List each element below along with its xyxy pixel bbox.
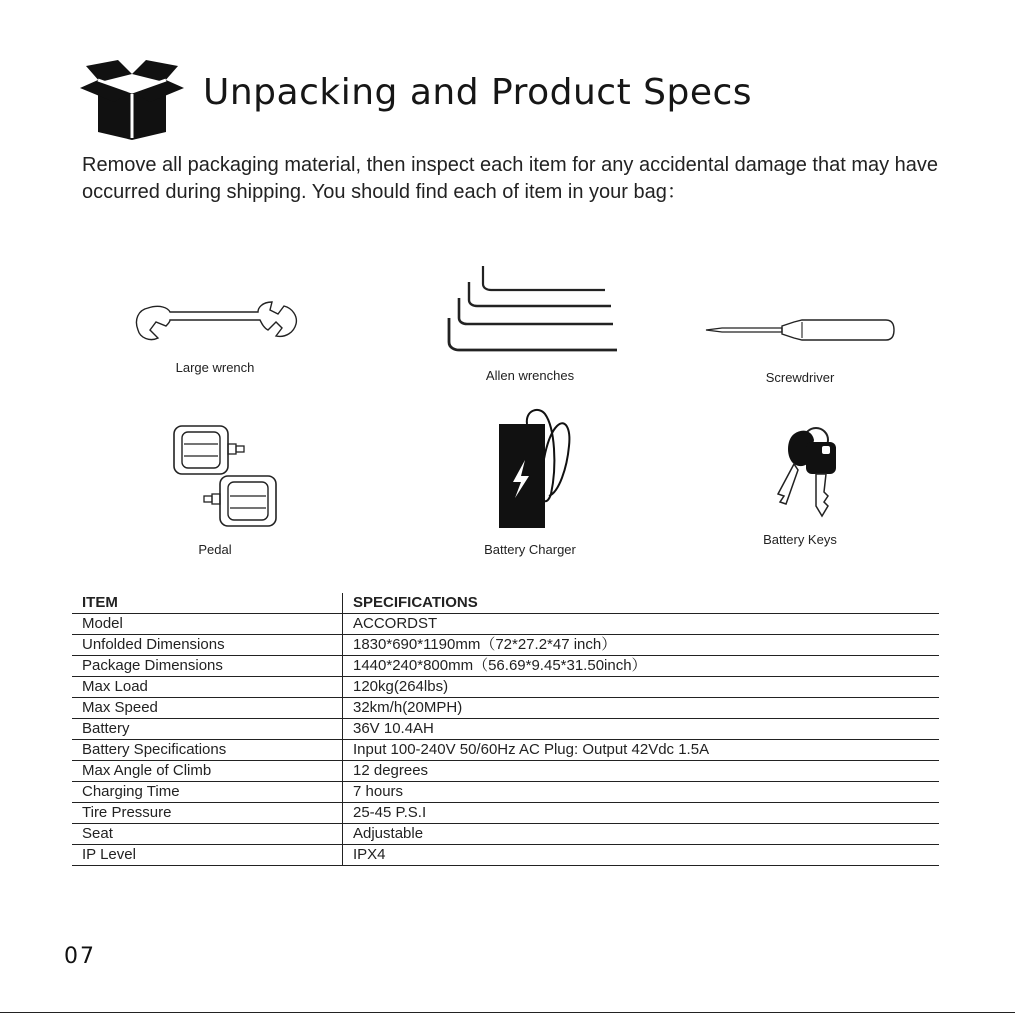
table-row <box>72 677 939 698</box>
spec-value-cell: Input 100-240V 50/60Hz AC Plug: Output 42Vdc 1.5A <box>343 740 940 761</box>
charger-icon <box>485 406 575 530</box>
intro-text: Remove all packaging material, then inspect each item for any accidental damage that may have occurred during shipping. You should find each of item in your bag： <box>82 154 939 203</box>
spec-item-cell: IP Level <box>72 845 343 866</box>
item-allen-wrenches <box>430 262 630 383</box>
spec-item-cell: Charging Time <box>72 782 343 803</box>
table-row <box>72 698 939 719</box>
spec-value-cell: 36V 10.4AH <box>343 719 940 740</box>
footer-divider <box>0 1012 1015 1013</box>
item-label: Screwdriver <box>765 370 835 385</box>
page-title: Unpacking and Product Specs <box>203 72 753 113</box>
item-label: Pedal <box>198 542 232 557</box>
item-battery-charger <box>460 406 600 557</box>
screwdriver-icon <box>702 308 898 352</box>
spec-item-cell: Max Load <box>72 677 343 698</box>
spec-value-cell: 25-45 P.S.I <box>343 803 940 824</box>
keys-icon <box>750 420 850 520</box>
spec-value-cell: 1440*240*800mm（56.69*9.45*31.50inch） <box>343 656 940 677</box>
spec-value-cell: 1830*690*1190mm（72*27.2*47 inch） <box>343 635 940 656</box>
spec-value-cell: 32km/h(20MPH) <box>343 698 940 719</box>
item-label: Allen wrenches <box>485 368 575 383</box>
item-battery-keys <box>730 420 870 547</box>
spec-table-body <box>72 614 939 866</box>
spec-item-cell: Model <box>72 614 343 635</box>
pedal-icon <box>150 424 280 528</box>
column-header-item: ITEM <box>72 593 343 614</box>
wrench-icon <box>130 296 300 356</box>
item-screwdriver <box>700 308 900 385</box>
table-row <box>72 656 939 677</box>
item-large-wrench <box>120 296 310 375</box>
spec-value-cell: 120kg(264lbs) <box>343 677 940 698</box>
spec-item-cell: Battery Specifications <box>72 740 343 761</box>
spec-item-cell: Max Angle of Climb <box>72 761 343 782</box>
table-row <box>72 635 939 656</box>
spec-item-cell: Max Speed <box>72 698 343 719</box>
spec-item-cell: Unfolded Dimensions <box>72 635 343 656</box>
header <box>78 58 186 142</box>
table-row <box>72 803 939 824</box>
spec-table <box>72 593 939 866</box>
spec-value-cell: Adjustable <box>343 824 940 845</box>
spec-value-cell: ACCORDST <box>343 614 940 635</box>
table-row <box>72 782 939 803</box>
table-row <box>72 761 939 782</box>
table-row <box>72 845 939 866</box>
spec-value-cell: 7 hours <box>343 782 940 803</box>
allen-wrench-icon <box>435 262 625 362</box>
page-number: 07 <box>64 944 96 969</box>
spec-value-cell: IPX4 <box>343 845 940 866</box>
item-label: Battery Keys <box>763 532 837 547</box>
table-row <box>72 719 939 740</box>
table-row <box>72 824 939 845</box>
item-label: Battery Charger <box>484 542 576 557</box>
spec-item-cell: Tire Pressure <box>72 803 343 824</box>
column-header-specifications: SPECIFICATIONS <box>343 593 940 614</box>
table-header-row <box>72 593 939 614</box>
item-pedal <box>140 424 290 557</box>
spec-item-cell: Package Dimensions <box>72 656 343 677</box>
table-row <box>72 740 939 761</box>
spec-item-cell: Battery <box>72 719 343 740</box>
item-label: Large wrench <box>175 360 255 375</box>
spec-item-cell: Seat <box>72 824 343 845</box>
table-row <box>72 614 939 635</box>
box-icon <box>78 60 186 140</box>
spec-value-cell: 12 degrees <box>343 761 940 782</box>
